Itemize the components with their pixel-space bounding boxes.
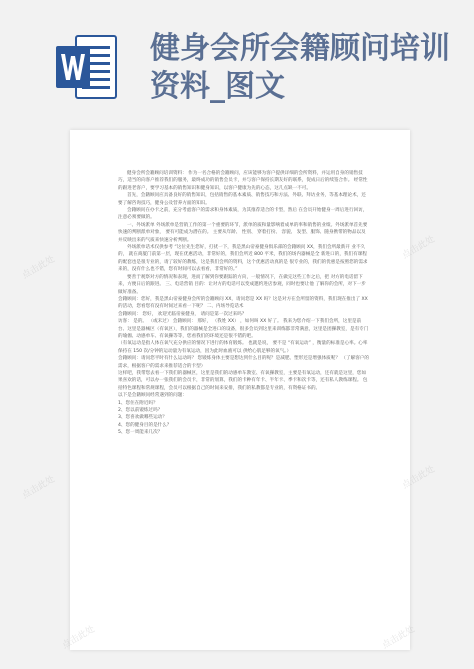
paragraph: 要善于观察对方的情况和表现，进而了解到你要跟踪的方向，一般情况下，在做完这些工作之后，把 对方的电话留下来，方便日后的跟进。 三、电话营销 目的：让对方的电话可以变成邀约进店参观，同时也要让他 了解你的会所，对下一步做好准备。	[118, 274, 366, 295]
watermark: 点击此处	[60, 624, 97, 652]
document-body	[118, 170, 370, 437]
paragraph: 以下是会籍顾问经常遇到的问题：	[118, 393, 187, 399]
paragraph: 这样吧，我带您去看一下我们的器械区，这里是我们的动感单车教室、有氧操教室，主要是有氧运动，还有就是这里，您如果喜欢的话，可以办一张我们的会员卡，非常的划算，我们的卡种有年卡、半年卡、季卡和次卡等，还有私人教练课程。 包括特色课程和常规课程，会员可以根据自己的时间来安排，我们的私教都是专业的，有资格证书的。	[118, 370, 368, 391]
list-item: 2、您以前锻炼过吗？	[118, 408, 163, 413]
page-header	[0, 0, 474, 118]
paragraph: 健身会所会籍顾问培训资料： 作为一名合格的会籍顾问，应该能够为客户提供详细的会所资料，并运用自身的销售技巧，适当的向客户推荐我们的服务，最终成功的销售会员卡，并与客户保持长期友好的联系，促成日后的续签合作。 经常性的跟进老客户，要学习基本的销售知识和健身知识，以客户健康为先的心态，这几点缺一不可。	[118, 171, 368, 191]
paragraph: 会籍顾问：您好，我是黑山帝豪健身会所的会籍顾问 XX，请问您是 XX 吗？这是对方在会所留的资料，我们现在推出了 XX 的活动，您看您有没有时间过来看一下呢？ 二、内场导览话术	[118, 296, 368, 310]
list-item: 3、您喜欢做哪些运动？	[118, 415, 167, 421]
watermark: 点击此处	[20, 474, 57, 502]
watermark: 点击此处	[400, 234, 437, 262]
paragraph: 首先，会籍顾问应具备良好的销售知识，包括销售的基本素质、销售技巧和方法、外联、拜访业务，等基本理论术，还要了解咨询技巧，健身公及营养方面的知识。	[118, 193, 366, 206]
list-item: 4、您的健身目的是什么？	[118, 422, 172, 428]
paragraph: （有氧运动是指人体在氧气充分供应的情况下进行的体育锻炼。 也就是说， 要不是 “有氧运动” ，衡量的标准是心率。心率保持在 150 次/分钟的运动量为有氧运动，因为此时血液可以 供给心肌足够的氧气。）	[118, 341, 368, 354]
watermark: 点击此处	[400, 464, 437, 492]
paragraph: 外场派单话术仅供参考 “这位先生您好，打扰一下，我是黑山帝豪健身俱乐部的会籍顾问 XX，我们会所最新开 业不久的， 就在商厦门前第一层，现在优惠活动，非常好的，我们会所近 800 平米，我们的场内器械是全 新进口的，我们有课程的配套也是很专业的，请了较好的教练，这是我们会所的资料，这个优惠活动真的是 很专业的，我们的优惠是按照您的需求来的，没有什么也不错，您有时间可以去看看，非常好的。”	[118, 245, 368, 273]
paragraph: 会籍顾问： 您好， 欢迎光临帝豪健身， 请问是第一次过来吗？	[118, 311, 247, 317]
paragraph: 会籍顾问在办卡之前，充分考虑客户的需求和身体素质，为其推荐适合的卡型，然后 在会员开始健身一周后进行回访，注意必须要做的。	[118, 208, 368, 221]
watermark: 点击此处	[380, 624, 417, 652]
paragraph: 访客： 是的。 （或未过） 会籍顾问： 那好， （我姓 XX） ，如何叫 XX 好了。 我来为您介绍一下我们会所，这里是前台、这里是器械区（有氧区），我们的器械是全进口的设备，很多会员到这里来训练都非常满意，这里是团操教室，是有专门的瑜伽、动感单车、有氧操等等，您看我们的环境还是很不错的吧。	[118, 319, 369, 339]
watermark: 点击此处	[20, 254, 57, 282]
list-item: 5、您一周能来几次？	[118, 430, 163, 436]
word-document-icon	[56, 34, 118, 100]
list-item: 1、您住在附近吗？	[118, 400, 158, 406]
page-title: 健身会所会籍顾问培训资料_图文	[150, 31, 450, 104]
paragraph: 会籍顾问：请问您平时有什么运动吗？ 您锻炼身体主要是想达到什么目的呢？是减肥、塑形还是增强体质呢？ （了解客户的需求，根据客户的需求来推荐适合的卡型）	[118, 356, 369, 369]
paragraph: 一、外场派单 外场派单是营销工作的第一个重要的环节，派单的质和量影响着成单的率和销售的业绩。外场派单首先要快速的判断派单对象， 要有可能成为潜在的。 主要从年龄、 性别、 穿着打扮、 容貌、 发型、服饰、随身携带的物品以及并反映出来的气质来快速分析判断。	[118, 222, 368, 243]
